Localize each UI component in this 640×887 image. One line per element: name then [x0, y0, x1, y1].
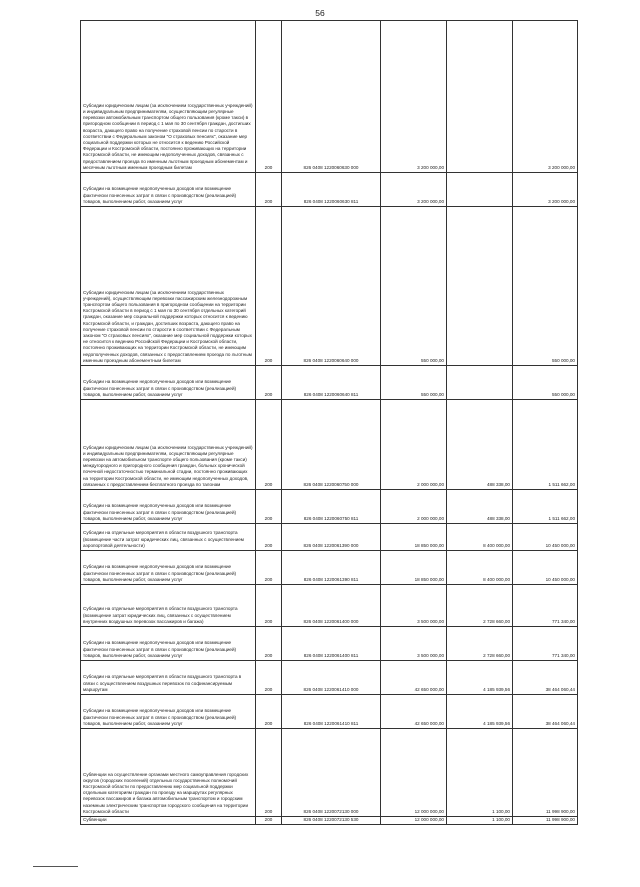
- row-plan-amount-cell: 3 200 000,00: [381, 21, 447, 173]
- row-code-cell: 200: [256, 207, 282, 366]
- row-kbk-cell: 826 0408 1220061390 811: [282, 551, 381, 585]
- row-kbk-cell: 826 0408 1220060750 000: [282, 400, 381, 490]
- row-kbk-cell: 826 0408 1220061390 000: [282, 524, 381, 551]
- row-code-cell: 200: [256, 173, 282, 207]
- row-total-amount-cell: 771 340,00: [513, 585, 578, 627]
- row-kbk-cell: 826 0408 1220060630 811: [282, 173, 381, 207]
- row-change-amount-cell: 488 338,00: [447, 400, 513, 490]
- row-code-cell: 200: [256, 490, 282, 524]
- row-code-cell: 200: [256, 585, 282, 627]
- row-plan-amount-cell: 18 850 000,00: [381, 524, 447, 551]
- row-change-amount-cell: [447, 21, 513, 173]
- row-kbk-cell: 826 0408 1220061400 811: [282, 627, 381, 661]
- row-total-amount-cell: 3 200 000,00: [513, 21, 578, 173]
- row-kbk-cell: 826 0408 1220072130 530: [282, 817, 381, 825]
- row-total-amount-cell: 38 464 060,44: [513, 695, 578, 729]
- row-total-amount-cell: 11 998 900,00: [513, 729, 578, 817]
- row-total-amount-cell: 1 511 662,00: [513, 490, 578, 524]
- table-row: [81, 490, 578, 524]
- row-change-amount-cell: 488 338,00: [447, 490, 513, 524]
- row-code-cell: 200: [256, 695, 282, 729]
- row-change-amount-cell: 2 728 660,00: [447, 585, 513, 627]
- table-row: [81, 817, 578, 825]
- row-name-cell: Субсидии на возмещение недополученных доходов или возмещение фактически понесенных затрат в связи с производством (реализацией) товаров, выполнением работ, оказанием услуг: [81, 366, 256, 400]
- row-change-amount-cell: 2 728 660,00: [447, 627, 513, 661]
- row-plan-amount-cell: 12 000 000,00: [381, 729, 447, 817]
- row-change-amount-cell: 4 185 939,56: [447, 661, 513, 695]
- row-kbk-cell: 826 0408 1220060630 000: [282, 21, 381, 173]
- row-total-amount-cell: 11 998 900,00: [513, 817, 578, 825]
- row-kbk-cell: 826 0408 1220061410 811: [282, 695, 381, 729]
- row-change-amount-cell: 8 400 000,00: [447, 551, 513, 585]
- row-name-cell: Субсидии на возмещение недополученных доходов или возмещение фактически понесенных затрат в связи с производством (реализацией) товаров, выполнением работ, оказанием услуг: [81, 490, 256, 524]
- page-number: 56: [315, 8, 325, 18]
- table-row: [81, 400, 578, 490]
- row-plan-amount-cell: 2 000 000,00: [381, 490, 447, 524]
- row-code-cell: 200: [256, 524, 282, 551]
- row-name-cell: Субсидии на отдельные мероприятия в области воздушного транспорта (возмещение затрат юридических лиц, связанных с осуществлением внутренних воздушных перевозок пассажиров и багажа): [81, 585, 256, 627]
- row-name-cell: Субсидии юридическим лицам (за исключением государственных учреждений), осуществляющим перевозки пассажирским железнодорожным транспортом общего пользования в пригородном сообщении на территории Костромской области в период с 1 мая по 30 сентября отдельных категорий граждан, оказание мер социальной поддержки которых относится к ведению Костромской области, и граждан, достигших возраста, дающего право на получение страховой пенсии по старости в соответствии с Федеральным законом "О страховых пенсиях", оказание мер социальной поддержки которых не относится к ведению Российской Федерации и Костромской области, постоянно проживающих на территории Костромской области, не имеющим недополученных доходов, связанных с предоставлением проезда по льготным именным проездным абонементным билетам: [81, 207, 256, 366]
- row-plan-amount-cell: 550 000,00: [381, 207, 447, 366]
- row-plan-amount-cell: 18 850 000,00: [381, 551, 447, 585]
- row-kbk-cell: 826 0408 1220060640 811: [282, 366, 381, 400]
- row-name-cell: Субсидии на возмещение недополученных доходов или возмещение фактически понесенных затрат в связи с производством (реализацией) товаров, выполнением работ, оказанием услуг: [81, 173, 256, 207]
- footer-rule: [33, 866, 78, 867]
- row-total-amount-cell: 10 450 000,00: [513, 524, 578, 551]
- row-total-amount-cell: 1 511 662,00: [513, 400, 578, 490]
- row-code-cell: 200: [256, 400, 282, 490]
- row-plan-amount-cell: 3 200 000,00: [381, 173, 447, 207]
- row-plan-amount-cell: 3 500 000,00: [381, 585, 447, 627]
- row-change-amount-cell: 1 100,00: [447, 729, 513, 817]
- row-change-amount-cell: 1 100,00: [447, 817, 513, 825]
- row-kbk-cell: 826 0408 1220061410 000: [282, 661, 381, 695]
- table-row: [81, 21, 578, 173]
- table-row: [81, 729, 578, 817]
- table-row: [81, 627, 578, 661]
- row-change-amount-cell: 4 185 939,56: [447, 695, 513, 729]
- row-name-cell: Субсидии юридическим лицам (за исключением государственных учреждений) и индивидуальным предпринимателям, осуществляющим регулярные перевозки автомобильным транспортом общего пользования (кроме такси) в пригородном сообщении в период с 1 мая по 30 сентября граждан, достигших возраста, дающего право на получение страховой пенсии по старости в соответствии с Федеральным законом "О страховых пенсиях", оказание мер социальной поддержки которых не относится к ведению Российской Федерации и Костромской области, постоянно проживающих на территории Костромской области, не имеющим недополученных доходов, связанных с предоставлением проезда по именным льготным проездным абонементам и месячным льготным именным проездным билетам: [81, 21, 256, 173]
- row-change-amount-cell: [447, 366, 513, 400]
- row-code-cell: 200: [256, 551, 282, 585]
- table-row: [81, 366, 578, 400]
- table-row: [81, 207, 578, 366]
- row-name-cell: Субсидии на возмещение недополученных доходов или возмещение фактически понесенных затрат в связи с производством (реализацией) товаров, выполнением работ, оказанием услуг: [81, 627, 256, 661]
- row-total-amount-cell: 771 340,00: [513, 627, 578, 661]
- row-total-amount-cell: 10 450 000,00: [513, 551, 578, 585]
- table-row: [81, 585, 578, 627]
- row-change-amount-cell: [447, 173, 513, 207]
- table-row: [81, 524, 578, 551]
- row-kbk-cell: 826 0408 1220061400 000: [282, 585, 381, 627]
- row-total-amount-cell: 550 000,00: [513, 366, 578, 400]
- row-name-cell: Субсидии на возмещение недополученных доходов или возмещение фактически понесенных затрат в связи с производством (реализацией) товаров, выполнением работ, оказанием услуг: [81, 551, 256, 585]
- row-plan-amount-cell: 12 000 000,00: [381, 817, 447, 825]
- row-code-cell: 200: [256, 366, 282, 400]
- table-row: [81, 173, 578, 207]
- row-kbk-cell: 826 0408 1220060750 811: [282, 490, 381, 524]
- row-kbk-cell: 826 0408 1220060640 000: [282, 207, 381, 366]
- row-change-amount-cell: [447, 207, 513, 366]
- row-kbk-cell: 826 0408 1220072130 000: [282, 729, 381, 817]
- row-name-cell: Субвенции на осуществление органами местного самоуправления городских округов (городских поселений) отдельных государственных полномочий Костромской области по предоставлению мер социальной поддержки отдельным категориям граждан по проезду на маршрутах регулярных перевозок пассажиров и багажа автомобильным транспортом и городским наземным электрическим транспортом городского сообщения на территории Костромской области: [81, 729, 256, 817]
- row-plan-amount-cell: 2 000 000,00: [381, 400, 447, 490]
- table-row: [81, 551, 578, 585]
- table-row: [81, 661, 578, 695]
- row-name-cell: Субвенции: [81, 817, 256, 825]
- row-name-cell: Субсидии на отдельные мероприятия в области воздушного транспорта в связи с осуществлением воздушных перевозок по софинансируемым маршрутам: [81, 661, 256, 695]
- row-name-cell: Субсидии на возмещение недополученных доходов или возмещение фактически понесенных затрат в связи с производством (реализацией) товаров, выполнением работ, оказанием услуг: [81, 695, 256, 729]
- budget-table-body: [81, 21, 578, 825]
- table-row: [81, 695, 578, 729]
- row-name-cell: Субсидии юридическим лицам (за исключением государственных учреждений) и индивидуальным предпринимателям, осуществляющим регулярные перевозки на автомобильном транспорте общего пользования (кроме такси) междугородного и пригородного сообщения граждан, больных хронической почечной недостаточностью терминальной стадии, постоянно проживающих на территории Костромской области, не имеющим недополученных доходов, связанных с предоставлением бесплатного проезда по талонам: [81, 400, 256, 490]
- row-code-cell: 200: [256, 729, 282, 817]
- row-total-amount-cell: 38 464 060,44: [513, 661, 578, 695]
- row-code-cell: 200: [256, 661, 282, 695]
- row-total-amount-cell: 3 200 000,00: [513, 173, 578, 207]
- row-plan-amount-cell: 42 650 000,00: [381, 661, 447, 695]
- row-change-amount-cell: 8 400 000,00: [447, 524, 513, 551]
- row-plan-amount-cell: 550 000,00: [381, 366, 447, 400]
- budget-table: [80, 20, 578, 825]
- row-code-cell: 200: [256, 817, 282, 825]
- row-total-amount-cell: 550 000,00: [513, 207, 578, 366]
- row-plan-amount-cell: 3 500 000,00: [381, 627, 447, 661]
- row-name-cell: Субсидии на отдельные мероприятия в области воздушного транспорта (возмещение части затрат юридических лиц, связанных с осуществлением аэропортовой деятельности): [81, 524, 256, 551]
- row-code-cell: 200: [256, 627, 282, 661]
- row-plan-amount-cell: 42 650 000,00: [381, 695, 447, 729]
- row-code-cell: 200: [256, 21, 282, 173]
